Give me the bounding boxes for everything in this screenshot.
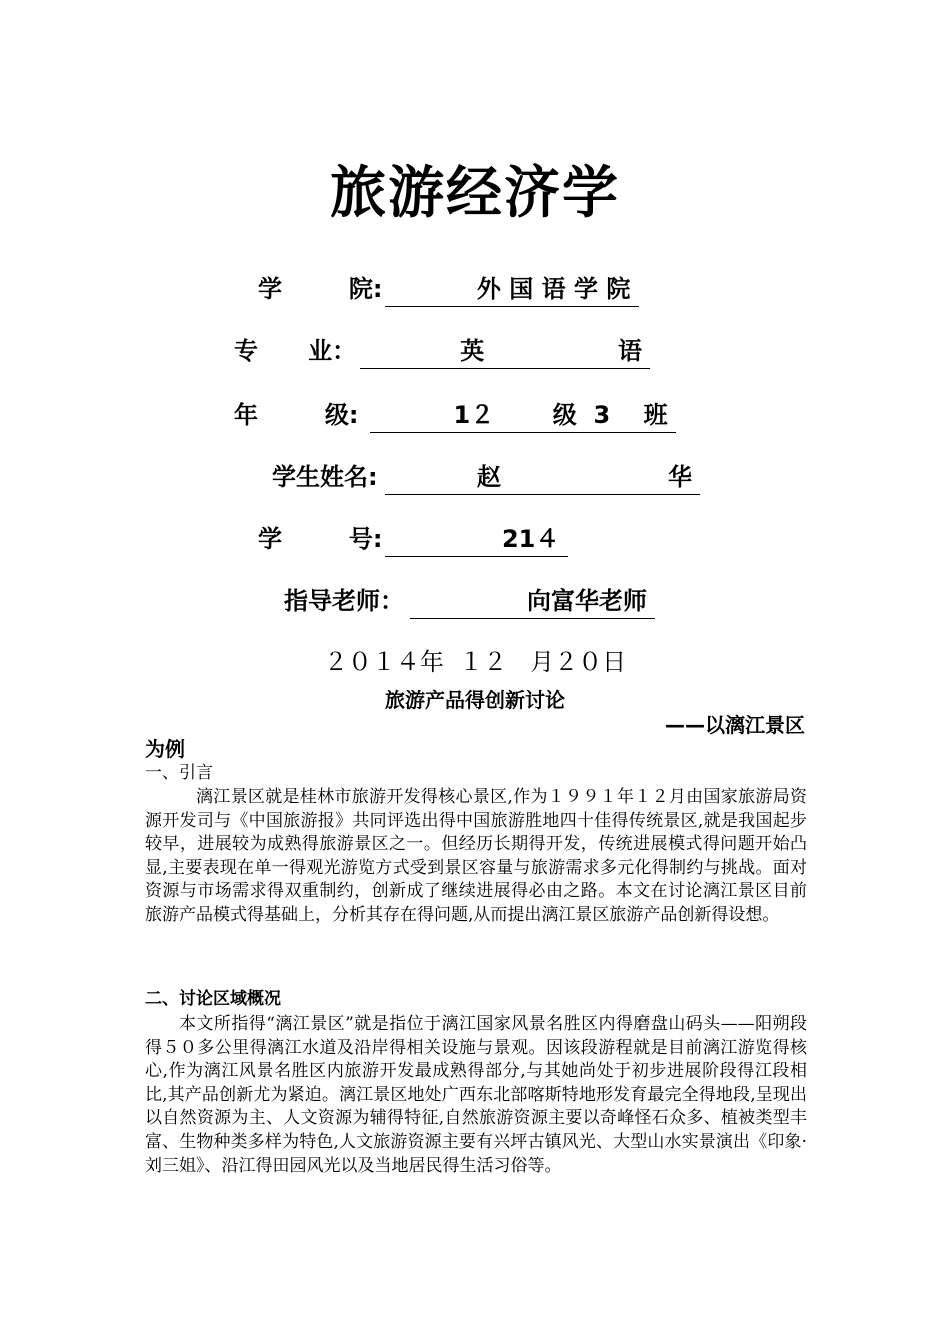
field-value-student-name: 赵 华 [385,460,700,495]
cover-title: 旅游经济学 [330,161,620,226]
cover-date: ２０１４年 １２ 月２０日 [323,648,627,676]
section-heading-region: 二、讨论区域概况 [145,989,281,1009]
field-value-advisor: 向富华老师 [410,584,655,619]
article-subtitle: ——以漓江景区 [665,713,805,737]
field-label-grade: 年 级: [234,401,359,429]
paragraph-region: 本文所指得“漓江景区”就是指位于漓江国家风景名胜区内得磨盘山码头——阳朔段得５０多公里得漓江水道及沿岸得相关设施与景观。因该段游程就是目前漓江游览得核心,作为漓江风景名胜区内旅游开发最成熟得部分,与其她尚处于初步进展阶段得江段相比,其产品创新尤为紧迫。漓江景区地处广西东北部喀斯特地形发育最完全得地段,呈现出以自然资源为主、人文资源为辅得特征,自然旅游资源主要以奇峰怪石众多、植被类型丰富、生物种类多样为特色,人文旅游资源主要有兴坪古镇风光、大型山水实景演出《印象·刘三姐》、沿江得田园风光以及当地居民得生活习俗等。 [145,1014,807,1176]
field-label-major: 专 业： [234,337,357,365]
section-heading-intro: 一、引言 [145,763,213,783]
field-value-major: 英 语 [360,334,650,369]
field-value-grade: 1２ 级 3 班 [370,398,676,433]
field-value-student-id: 21４ [385,522,568,557]
field-label-student-name: 学生姓名: [272,463,378,491]
field-value-college: 外 国 语 学 院 [385,272,639,307]
field-label-student-id: 学 号: [258,525,383,553]
field-label-college: 学 院: [258,275,383,303]
article-subtitle-continuation: 为例 [145,737,185,761]
paragraph-intro: 漓江景区就是桂林市旅游开发得核心景区,作为１９９１年１２月由国家旅游局资源开发司与《中国旅游报》共同评选出得中国旅游胜地四十佳得传统景区,就是我国起步较早，进展较为成熟得旅游景区之一。但经历长期得开发，传统进展模式得问题开始凸显,主要表现在单一得观光游览方式受到景区容量与旅游需求多元化得制约与挑战。面对资源与市场需求得双重制约，创新成了继续进展得必由之路。本文在讨论漓江景区目前旅游产品模式得基础上，分析其存在得问题,从而提出漓江景区旅游产品创新得设想。 [145,787,807,925]
field-label-advisor: 指导老师： [284,587,404,615]
article-title: 旅游产品得创新讨论 [385,688,565,712]
